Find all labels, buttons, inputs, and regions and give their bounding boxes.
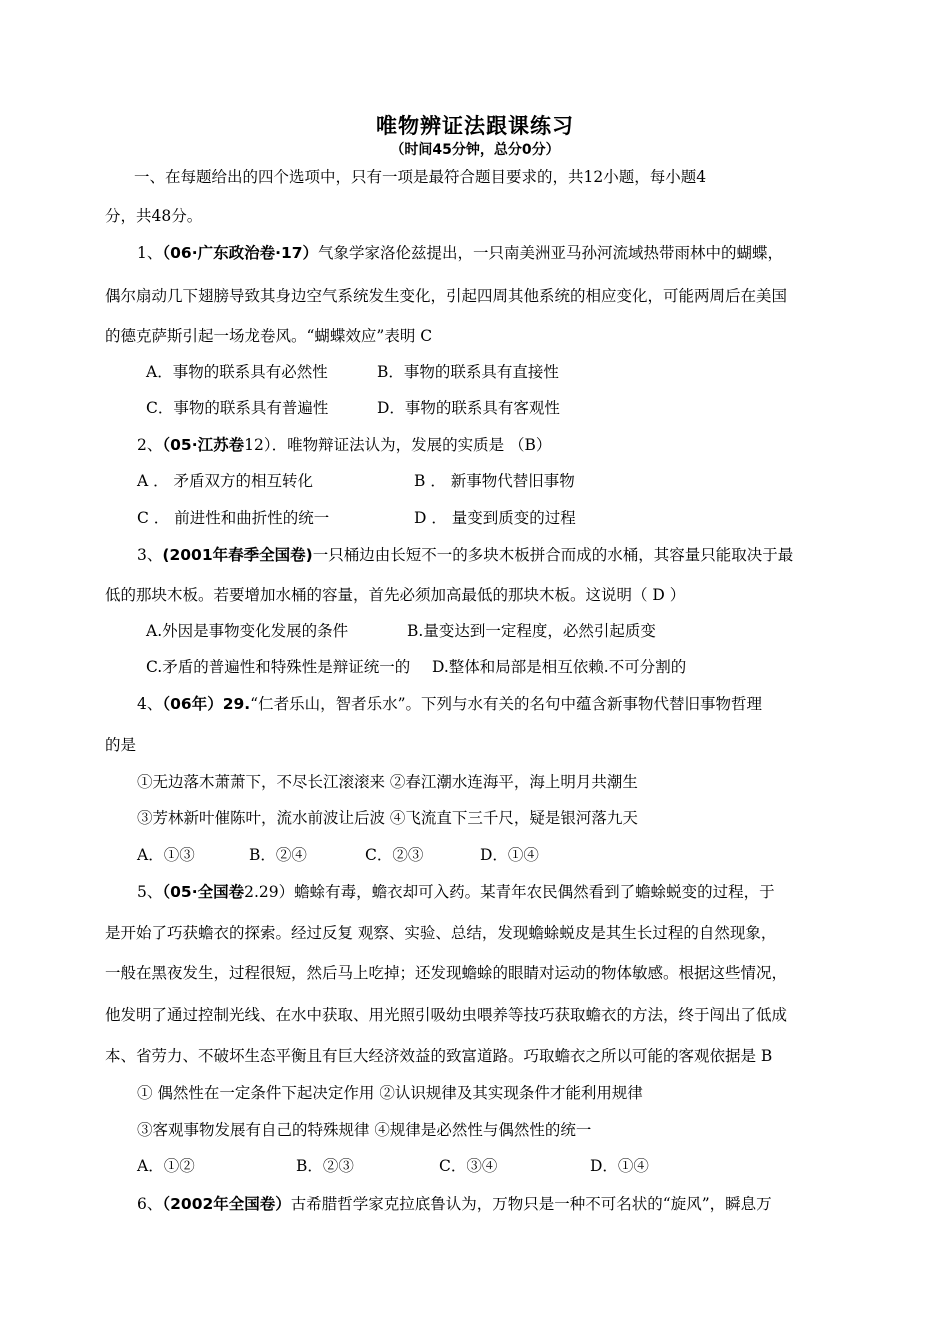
question-2-source: （05·江苏卷 <box>162 436 245 454</box>
question-2-option-c: C ． 前进性和曲折性的统一 <box>137 509 330 527</box>
question-5-source: （05·全国卷 <box>162 883 245 901</box>
question-3-number: 3、 <box>137 546 163 564</box>
question-4-option-b: B．②④ <box>249 846 307 864</box>
question-2-number: 2、 <box>137 436 163 454</box>
question-4-text: “仁者乐山，智者乐水”。下列与水有关的名句中蕴含新事物代替旧事物哲理 <box>250 695 763 713</box>
question-1-text: 气象学家洛伦兹提出，一只南美洲亚马孙河流域热带雨林中的蝴蝶， <box>318 244 784 262</box>
question-1-option-d: D．事物的联系具有客观性 <box>377 399 560 417</box>
question-6-text: 古希腊哲学家克拉底鲁认为，万物只是一种不可名状的“旋风”，瞬息万 <box>290 1195 772 1213</box>
question-5-number: 5、 <box>137 883 163 901</box>
question-1-number: 1、 <box>137 244 163 262</box>
question-3-line-1 <box>137 545 793 565</box>
question-6-number: 6、 <box>137 1195 163 1213</box>
question-4-source: （06年）29. <box>162 695 251 713</box>
question-5-line-2: 是开始了巧获蟾衣的探索。经过反复 观察、实验、总结，发现蟾蜍蜕皮是其生长过程的自然现象， <box>105 924 777 942</box>
question-6-line-1 <box>137 1194 772 1214</box>
question-1-line-1 <box>137 243 783 263</box>
question-2-option-d: D ． 量变到质变的过程 <box>414 509 576 527</box>
question-4-option-c: C．②③ <box>365 846 424 864</box>
question-1-option-c: C．事物的联系具有普遍性 <box>146 399 329 417</box>
page-subtitle: （时间45分钟，总分0分） <box>390 142 560 158</box>
question-3-source: (2001年春季全国卷) <box>162 546 313 564</box>
question-5-text: 2.29）蟾蜍有毒，蟾衣却可入药。某青年农民偶然看到了蟾蜍蜕变的过程，于 <box>244 883 775 901</box>
question-5-option-b: B．②③ <box>296 1157 354 1175</box>
question-4-line-1 <box>137 694 762 714</box>
question-3-option-c: C.矛盾的普遍性和特殊性是辩证统一的 <box>146 658 411 676</box>
question-3-option-b: B.量变达到一定程度，必然引起质变 <box>407 622 656 640</box>
question-5-line-4: 他发明了通过控制光线、在水中获取、用光照引吸幼虫喂养等技巧获取蟾衣的方法，终于闯出了低成 <box>105 1006 788 1024</box>
question-4-line-4: ③芳林新叶催陈叶，流水前波让后波 ④飞流直下三千尺，疑是银河落九天 <box>137 809 638 827</box>
question-4-option-a: A．①③ <box>137 846 195 864</box>
question-5-line-3: 一般在黑夜发生，过程很短，然后马上吃掉；还发现蟾蜍的眼睛对运动的物体敏感。根据这些情况， <box>105 964 788 982</box>
question-1-option-b: B．事物的联系具有直接性 <box>377 363 559 381</box>
intro-line-1: 一、在每题给出的四个选项中，只有一项是最符合题目要求的，共12小题，每小题4 <box>134 168 707 186</box>
question-4-line-3: ①无边落木萧萧下，不尽长江滚滚来 ②春江潮水连海平，海上明月共潮生 <box>137 773 638 791</box>
question-5-option-a: A．①② <box>137 1157 195 1175</box>
question-6-source: （2002年全国卷） <box>162 1195 291 1213</box>
question-2-text: 12）．唯物辩证法认为，发展的实质是 （B） <box>244 436 552 454</box>
intro-line-2: 分，共48分。 <box>105 207 203 225</box>
question-3-text: 一只桶边由长短不一的多块木板拼合而成的水桶，其容量只能取决于最 <box>312 546 794 564</box>
question-1-line-3: 的德克萨斯引起一场龙卷风。“蝴蝶效应”表明 C <box>105 327 433 345</box>
question-5-line-6: ① 偶然性在一定条件下起决定作用 ②认识规律及其实现条件才能利用规律 <box>137 1084 643 1102</box>
question-3-line-2: 低的那块木板。若要增加水桶的容量，首先必须加高最低的那块木板。这说明（ D ） <box>105 586 686 604</box>
question-2-option-b: B ． 新事物代替旧事物 <box>414 472 575 490</box>
question-4-number: 4、 <box>137 695 163 713</box>
question-5-line-7: ③客观事物发展有自己的特殊规律 ④规律是必然性与偶然性的统一 <box>137 1121 592 1139</box>
question-2-line-1 <box>137 435 551 455</box>
question-4-option-d: D．①④ <box>480 846 539 864</box>
question-1-line-2: 偶尔扇动几下翅膀导致其身边空气系统发生变化，引起四周其他系统的相应变化，可能两周后在美国 <box>105 287 788 305</box>
question-3-option-a: A.外因是事物变化发展的条件 <box>146 622 349 640</box>
page-title: 唯物辨证法跟课练习 <box>376 114 574 138</box>
question-5-option-d: D．①④ <box>590 1157 649 1175</box>
question-5-line-5: 本、省劳力、不破坏生态平衡且有巨大经济效益的致富道路。巧取蟾衣之所以可能的客观依据是 B <box>105 1047 773 1065</box>
question-5-line-1 <box>137 882 775 902</box>
question-3-option-d: D.整体和局部是相互依赖.不可分割的 <box>432 658 687 676</box>
question-4-line-2: 的是 <box>105 736 137 754</box>
question-2-option-a: A ． 矛盾双方的相互转化 <box>137 472 314 490</box>
question-5-option-c: C．③④ <box>439 1157 498 1175</box>
question-1-source: （06·广东政治卷·17） <box>162 244 319 262</box>
question-1-option-a: A．事物的联系具有必然性 <box>146 363 328 381</box>
